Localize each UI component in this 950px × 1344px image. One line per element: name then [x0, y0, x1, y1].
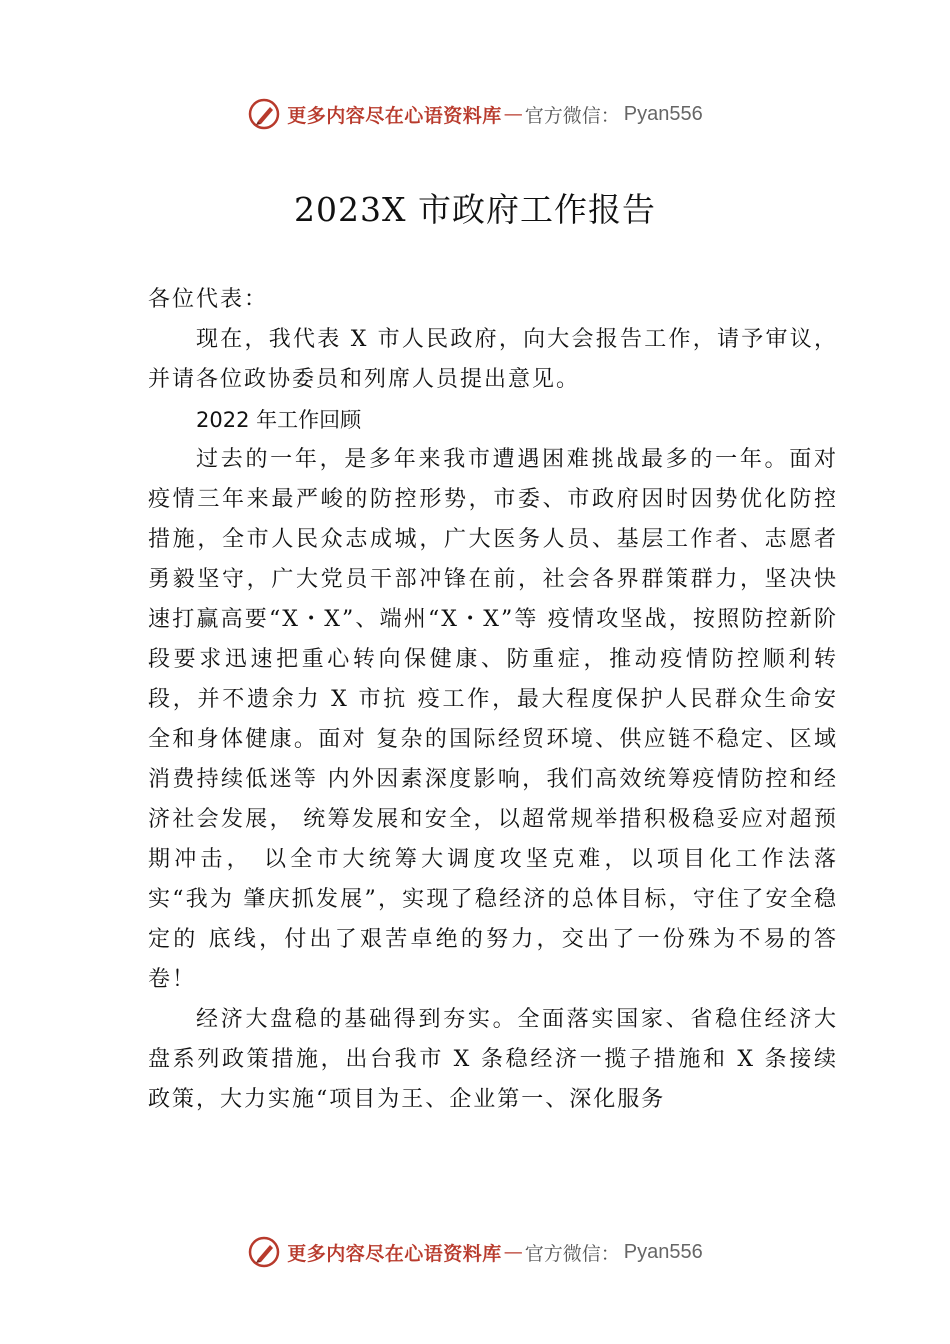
salutation: 各位代表：	[148, 287, 269, 312]
banner-wechat-label: 官方微信：	[524, 1242, 620, 1265]
economy-paragraph: 经济大盘稳的基础得到夯实。全面落实国家、省稳住经济大盘系列政策措施，出台我市 X 条稳经济一揽子措施和 X 条接续政策，大力实施“项目为王、企业第一、深化服务	[148, 1007, 838, 1112]
section-heading: 2022 年工作回顾	[196, 408, 362, 432]
banner-wechat-id: Pyan556	[623, 1240, 703, 1263]
review-paragraph: 过去的一年，是多年来我市遭遇困难挑战最多的一年。面对疫情三年来最严峻的防控形势，市委、市政府因时因势优化防控措施，全市人民众志成城，广大医务人员、基层工作者、志愿者勇毅坚守，广大党员干部冲锋在前，社会各界群策群力，坚决快速打赢高要“X・X”、端州“X・X”等 疫情攻坚战，按照防控新阶段要求迅速把重心转向保健康、防重症，推动疫情防控顺利转段，并不遗余力 X 市抗 疫工作，最大程度保护人民群众生命安全和身体健康。面对 复杂的国际经贸环境、供应链不稳定、区域消费持续低迷等 内外因素深度影响，我们高效统筹疫情防控和经济社会发展， 统筹发展和安全，以超常规举措积极稳妥应对超预期冲击， 以全市大统筹大调度攻坚克难，以项目化工作法落实“我为 肇庆抓发展”，实现了稳经济的总体目标，守住了安全稳定的 底线，付出了艰苦卓绝的努力，交出了一份殊为不易的答卷！	[148, 447, 838, 992]
intro-paragraph: 现在，我代表 X 市人民政府，向大会报告工作，请予审议，并请各位政协委员和列席人员提出意见。	[148, 327, 838, 392]
banner-slogan: 更多内容尽在心语资料库	[287, 104, 502, 127]
header-banner	[0, 94, 950, 134]
document-body	[148, 280, 838, 1120]
banner-slogan: 更多内容尽在心语资料库	[287, 1242, 502, 1265]
pen-logo-icon	[247, 1235, 281, 1269]
banner-wechat-id: Pyan556	[623, 102, 703, 125]
banner-dash: —	[503, 103, 523, 125]
pen-logo-icon	[247, 97, 281, 131]
footer-banner	[0, 1232, 950, 1272]
document-title: 2023X 市政府工作报告	[294, 190, 656, 229]
banner-wechat-label: 官方微信：	[524, 104, 620, 127]
banner-dash: —	[503, 1241, 523, 1263]
